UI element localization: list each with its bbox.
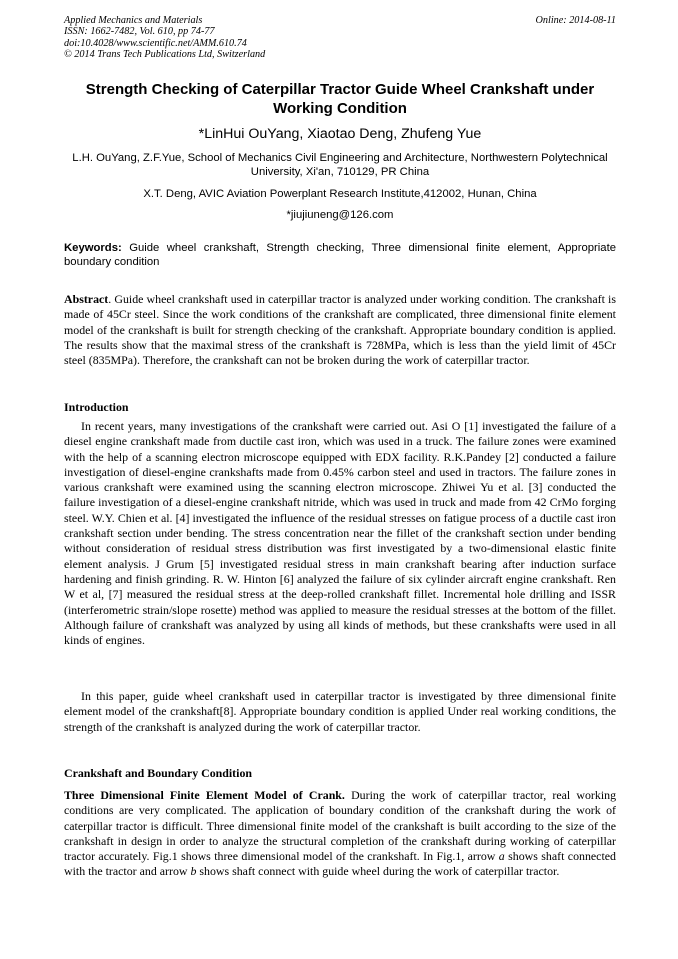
abstract-label: Abstract <box>64 292 109 306</box>
abstract-text: . Guide wheel crankshaft used in caterpillar tractor is analyzed under working condition. The crankshaft is made of 45Cr steel. Since the work conditions of the crankshaft are complicated, three dimensional finite element model of the crankshaft is built for strength checking of the crankshaft. Appropriate boundary condition is applied. The results show that the maximal stress of the crankshaft is 728MPa, which is less than the yield limit of 45Cr steel (835MPa). Therefore, the crankshaft can not be broken during the work of caterpillar tractor. <box>64 292 616 368</box>
arrow-b-label: b <box>190 864 197 879</box>
journal-header <box>64 15 616 61</box>
online-date: Online: 2014-08-11 <box>535 15 616 26</box>
introduction-paragraph-2: In this paper, guide wheel crankshaft used in caterpillar tractor is investigated by three dimensional finite element model of the crankshaft[8]. Appropriate boundary condition is applied Under real working conditions, the strength of the crankshaft is analyzed during the work of caterpillar tractor. <box>64 689 616 734</box>
affiliation-2: X.T. Deng, AVIC Aviation Powerplant Research Institute,412002, Hunan, China <box>143 188 537 200</box>
abstract-paragraph <box>64 292 616 368</box>
journal-name: Applied Mechanics and Materials <box>64 15 203 26</box>
fe-model-subheading: Three Dimensional Finite Element Model of Crank. <box>64 788 345 802</box>
crankshaft-section-heading: Crankshaft and Boundary Condition <box>64 766 252 780</box>
affiliation-1: L.H. OuYang, Z.F.Yue, School of Mechanics Civil Engineering and Architecture, Northwestern Polytechnical University, Xi'an, 710129, PR China <box>72 152 608 178</box>
crankshaft-text-c: shows shaft connect with guide wheel during the work of caterpillar tractor. <box>196 864 560 879</box>
keywords-text: Guide wheel crankshaft, Strength checking, Three dimensional finite element, Appropriate boundary condition <box>64 242 616 269</box>
introduction-paragraph-1: In recent years, many investigations of the crankshaft were carried out. Asi O [1] investigated the failure of a diesel engine crankshaft made from ductile cast iron, which was used in a truck. The failure zones were examined with the help of a scanning electron microscope equipped with EDX facility. R.K.Pandey [2] conducted a failure investigation of diesel-engine crankshafts made from 0.45% carbon steel and used in tractors. The failure zones in various crankshaft were examined using the scanning electron microscope. Zhiwei Yu et al. [3] conducted the failure investigation of a diesel-engine crankshaft nitride, which was used in truck and made from 42 CrMo forging steel. W.Y. Chien et al. [4] investigated the influence of the residual stresses on fatigue process of a ductile cast iron crankshaft section under bending. The stress concentration near the fillet of the crankshaft section under bending without consideration of residual stress distribution was first investigated by a two-dimensional elastic finite element analysis. J Grum [5] investigated residual stress in main crankshaft bearing after induction surface hardening and finish grinding. R. W. Hinton [6] analyzed the failure of six cylinder aircraft engine crankshaft. Ren W et al, [7] measured the residual stress at the deep-rolled crankshaft fillet. Incremental hole drilling and ISSR (interferometric strain/slope rosette) method was applied to measure the residual stresses at the bottom of the fillet. Although failure of crankshaft was analyzed by using all kinds of methods, but these crankshafts were used in all kinds of engines. <box>64 419 616 648</box>
introduction-heading: Introduction <box>64 400 129 414</box>
keywords-paragraph <box>64 241 616 270</box>
author-list: *LinHui OuYang, Xiaotao Deng, Zhufeng Yue <box>198 126 482 142</box>
arrow-a-label: a <box>498 849 505 864</box>
crankshaft-paragraph <box>64 788 616 880</box>
corresponding-email: *jiujiuneng@126.com <box>286 209 394 221</box>
crankshaft-text-b: shows shaft connected with the tractor and arrow <box>64 849 616 879</box>
keywords-label: Keywords: <box>64 242 122 254</box>
doi-line: doi:10.4028/www.scientific.net/AMM.610.74 <box>64 37 247 49</box>
crankshaft-text-a: During the work of caterpillar tractor, real working conditions are very complicated. The application of boundary condition of the crankshaft during the work of caterpillar tractor is difficult. Three dimensional finite model of the crankshaft is built according to the size of the crankshaft in design in order to analyze the structural completion of the crankshaft during working of caterpillar tractor accurately. Fig.1 shows three dimensional model of the crankshaft. In Fig.1, arrow <box>64 788 617 864</box>
copyright-line: © 2014 Trans Tech Publications Ltd, Switzerland <box>64 49 266 61</box>
paper-title: Strength Checking of Caterpillar Tractor Guide Wheel Crankshaft under Working Condition <box>85 81 595 117</box>
issn-line: ISSN: 1662-7482, Vol. 610, pp 74-77 <box>64 26 215 38</box>
